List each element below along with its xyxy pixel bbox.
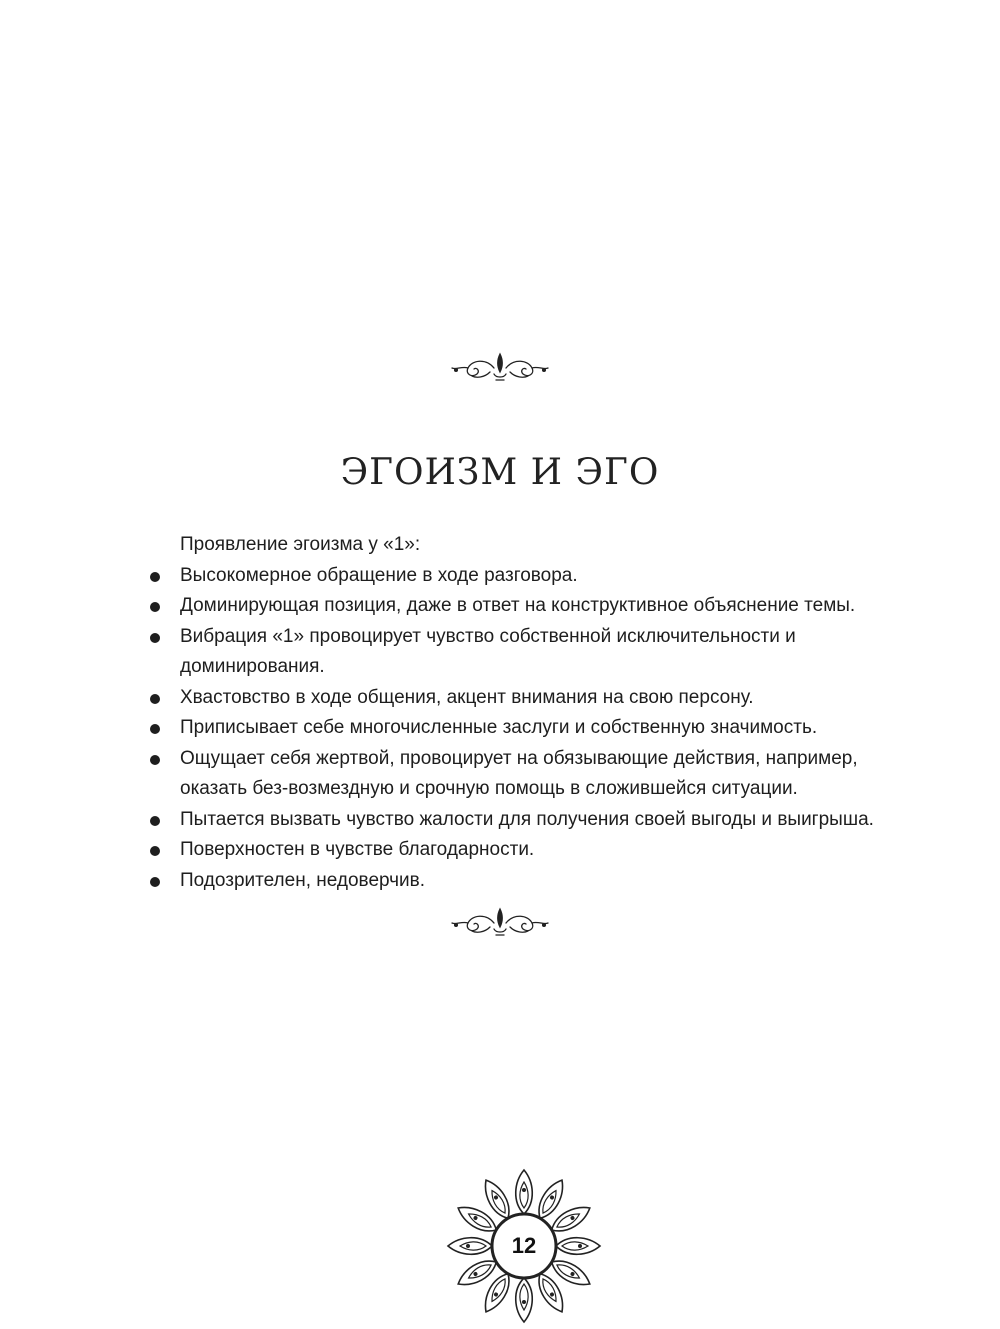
- list-item: Подозрителен, недоверчив.: [148, 866, 908, 897]
- bullet-icon: [150, 724, 160, 734]
- list-item: Пытается вызвать чувство жалости для получения своей выгоды и выигрыша.: [148, 805, 908, 836]
- list-item: Доминирующая позиция, даже в ответ на конструктивное объяснение темы.: [148, 591, 908, 622]
- bullet-icon: [150, 694, 160, 704]
- flourish-ornament-icon: [450, 348, 550, 388]
- page-number-badge: [446, 1168, 602, 1324]
- bullet-icon: [150, 816, 160, 826]
- bullet-icon: [150, 846, 160, 856]
- list-item: Приписывает себе многочисленные заслуги и собственную значимость.: [148, 713, 908, 744]
- bullet-list: [148, 561, 908, 897]
- flourish-ornament-icon: [450, 903, 550, 943]
- page-number: 12: [511, 1233, 537, 1258]
- bullet-icon: [150, 572, 160, 582]
- intro-paragraph: Проявление эгоизма у «1»:: [180, 534, 421, 555]
- list-item: Высокомерное обращение в ходе разговора.: [148, 561, 908, 592]
- list-item: Ощущает себя жертвой, провоцирует на обязывающие действия, например, оказать без-возмездную и срочную помощь в сложившейся ситуации.: [148, 744, 908, 805]
- list-item: Поверхностен в чувстве благодарности.: [148, 835, 908, 866]
- list-item: Хвастовство в ходе общения, акцент внимания на свою персону.: [148, 683, 908, 714]
- list-item: Вибрация «1» провоцирует чувство собственной исключительности и доминирования.: [148, 622, 908, 683]
- bullet-icon: [150, 877, 160, 887]
- bullet-icon: [150, 602, 160, 612]
- page-title: ЭГОИЗМ И ЭГО: [340, 452, 660, 493]
- bullet-icon: [150, 633, 160, 643]
- bullet-icon: [150, 755, 160, 765]
- text-block: [148, 530, 908, 896]
